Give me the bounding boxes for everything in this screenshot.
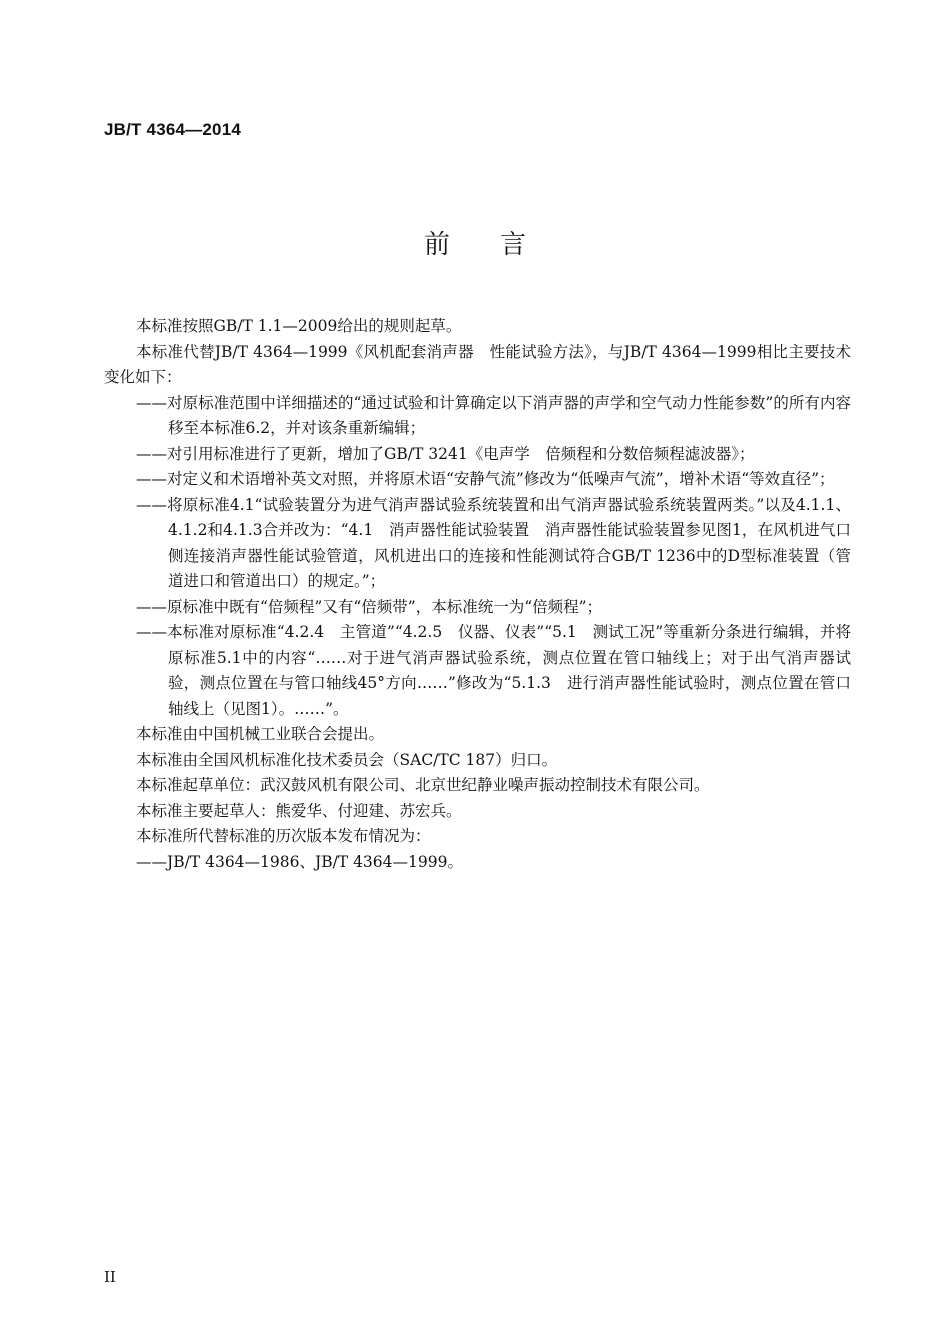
paragraph-replacement: 本标准代替JB/T 4364—1999《风机配套消声器 性能试验方法》，与JB/T 4364—1999相比主要技术变化如下： (104, 342, 851, 386)
change-item-6: ——本标准对原标准“4.2.4 主管道”“4.2.5 仪器、仪表”“5.1 测试工况”等重新分条进行编辑，并将原标准5.1中的内容“……对于进气消声器试验系统，测点位置在管口轴线上；对于出气消声器试验，测点位置在与管口轴线45°方向……”修改为“5.1.3 进行消声器性能试验时，测点位置在管口轴线上（见图1）。……”。 (136, 623, 851, 718)
paragraph-drafting-units: 本标准起草单位：武汉鼓风机有限公司、北京世纪静业噪声振动控制技术有限公司。 (136, 776, 710, 794)
change-item-4: ——将原标准4.1“试验装置分为进气消声器试验系统装置和出气消声器试验系统装置两类。”以及4.1.1、4.1.2和4.1.3合并改为：“4.1 消声器性能试验装置 消声器性能试验装置参见图1，在风机进气口侧连接消声器性能试验管道，风机进出口的连接和性能测试符合GB/T 1236中的D型标准装置（管道进口和管道出口）的规定。”； (136, 495, 851, 590)
change-item-3: ——对定义和术语增补英文对照，并将原术语“安静气流”修改为“低噪声气流”，增补术语“等效直径”； (136, 470, 835, 488)
paragraph-proposed-by: 本标准由中国机械工业联合会提出。 (136, 725, 385, 743)
standard-code: JB/T 4364—2014 (104, 120, 241, 139)
page-title: 前言 (423, 230, 576, 260)
change-item-5: ——原标准中既有“倍频程”又有“倍频带”，本标准统一为“倍频程”； (136, 597, 603, 616)
foreword-body (104, 314, 851, 875)
change-item-2: ——对引用标准进行了更新，增加了GB/T 3241《电声学 倍频程和分数倍频程滤波器》； (136, 444, 755, 463)
paragraph-drafters: 本标准主要起草人：熊爱华、付迎建、苏宏兵。 (136, 801, 462, 820)
paragraph-history-versions: ——JB/T 4364—1986、JB/T 4364—1999。 (136, 852, 463, 871)
paragraph-drafting-rules: 本标准按照GB/T 1.1—2009给出的规则起草。 (136, 317, 462, 335)
paragraph-centralized-by: 本标准由全国风机标准化技术委员会（SAC/TC 187）归口。 (136, 750, 558, 769)
page-number: II (104, 1268, 116, 1286)
change-item-1: ——对原标准范围中详细描述的“通过试验和计算确定以下消声器的声学和空气动力性能参数”的所有内容移至本标准6.2，并对该条重新编辑； (136, 393, 851, 437)
paragraph-history-intro: 本标准所代替标准的历次版本发布情况为： (136, 827, 431, 845)
